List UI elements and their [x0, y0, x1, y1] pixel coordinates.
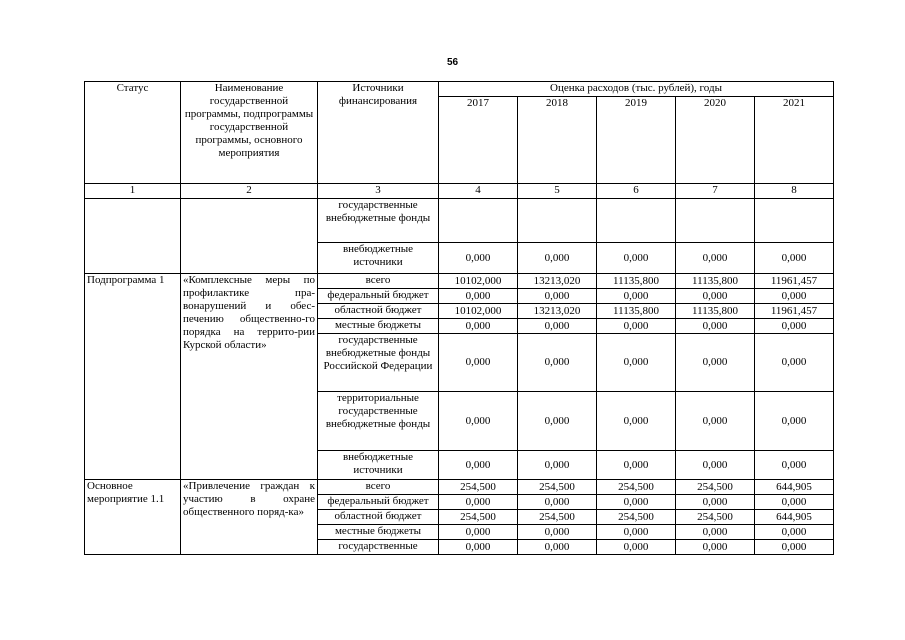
- value-cell: 0,000: [518, 319, 597, 334]
- source-cell: федеральный бюджет: [318, 289, 439, 304]
- column-number: 3: [318, 184, 439, 199]
- table-row: [85, 199, 834, 243]
- value-cell: 0,000: [439, 525, 518, 540]
- source-cell: внебюджетные источники: [318, 451, 439, 480]
- subprogram-status: Подпрограмма 1: [85, 274, 181, 480]
- header-year: 2021: [755, 97, 834, 184]
- column-number: 2: [181, 184, 318, 199]
- source-cell: федеральный бюджет: [318, 495, 439, 510]
- value-cell: 0,000: [518, 451, 597, 480]
- value-cell: 0,000: [755, 525, 834, 540]
- value-cell: 644,905: [755, 510, 834, 525]
- value-cell: 10102,000: [439, 304, 518, 319]
- source-cell: государственные внебюджетные фонды: [318, 199, 439, 243]
- value-cell: [597, 199, 676, 243]
- header-year: 2019: [597, 97, 676, 184]
- column-number: 1: [85, 184, 181, 199]
- table-row: [85, 274, 834, 289]
- value-cell: 0,000: [518, 334, 597, 392]
- value-cell: 0,000: [518, 525, 597, 540]
- value-cell: 0,000: [597, 451, 676, 480]
- value-cell: 0,000: [439, 243, 518, 274]
- value-cell: 11135,800: [597, 274, 676, 289]
- value-cell: 11961,457: [755, 274, 834, 289]
- value-cell: 0,000: [755, 392, 834, 451]
- value-cell: 13213,020: [518, 304, 597, 319]
- value-cell: [439, 199, 518, 243]
- value-cell: 254,500: [597, 510, 676, 525]
- value-cell: 0,000: [676, 495, 755, 510]
- value-cell: 0,000: [518, 392, 597, 451]
- value-cell: 0,000: [755, 334, 834, 392]
- value-cell: 0,000: [597, 392, 676, 451]
- value-cell: 0,000: [518, 289, 597, 304]
- value-cell: 0,000: [439, 540, 518, 555]
- status-cell-empty: [85, 199, 181, 274]
- value-cell: 254,500: [676, 510, 755, 525]
- column-number: 4: [439, 184, 518, 199]
- value-cell: 0,000: [755, 495, 834, 510]
- value-cell: 0,000: [597, 540, 676, 555]
- value-cell: 0,000: [597, 495, 676, 510]
- value-cell: 11961,457: [755, 304, 834, 319]
- value-cell: 0,000: [676, 392, 755, 451]
- expenditure-table: [84, 81, 834, 555]
- source-cell: территориальные государственные внебюджетные фонды: [318, 392, 439, 451]
- value-cell: 11135,800: [597, 304, 676, 319]
- value-cell: 254,500: [518, 480, 597, 495]
- value-cell: 254,500: [439, 510, 518, 525]
- table-row: [85, 480, 834, 495]
- value-cell: 0,000: [439, 319, 518, 334]
- column-number: 5: [518, 184, 597, 199]
- column-number: 6: [597, 184, 676, 199]
- header-year: 2020: [676, 97, 755, 184]
- value-cell: 0,000: [439, 392, 518, 451]
- value-cell: 0,000: [755, 451, 834, 480]
- value-cell: 11135,800: [676, 274, 755, 289]
- value-cell: [518, 199, 597, 243]
- value-cell: 0,000: [597, 319, 676, 334]
- value-cell: [755, 199, 834, 243]
- source-cell: местные бюджеты: [318, 319, 439, 334]
- value-cell: 0,000: [439, 451, 518, 480]
- value-cell: 0,000: [755, 243, 834, 274]
- value-cell: 0,000: [518, 540, 597, 555]
- source-cell: государственные: [318, 540, 439, 555]
- column-number: 8: [755, 184, 834, 199]
- header-year: 2017: [439, 97, 518, 184]
- value-cell: 0,000: [597, 525, 676, 540]
- value-cell: 254,500: [676, 480, 755, 495]
- column-number-row: [85, 184, 834, 199]
- value-cell: 0,000: [597, 243, 676, 274]
- value-cell: 644,905: [755, 480, 834, 495]
- header-estimate: Оценка расходов (тыс. рублей), годы: [439, 82, 834, 97]
- column-number: 7: [676, 184, 755, 199]
- value-cell: 0,000: [676, 334, 755, 392]
- value-cell: 0,000: [755, 319, 834, 334]
- value-cell: 13213,020: [518, 274, 597, 289]
- value-cell: 0,000: [518, 495, 597, 510]
- value-cell: 0,000: [676, 451, 755, 480]
- source-cell: всего: [318, 274, 439, 289]
- value-cell: 0,000: [755, 289, 834, 304]
- header-name: Наименование государственной программы, подпрограммы государственной программы, основного мероприятия: [181, 82, 318, 184]
- activity-status: Основное мероприятие 1.1: [85, 480, 181, 555]
- value-cell: 0,000: [518, 243, 597, 274]
- activity-name: «Привлечение граждан к участию в охране общественного поряд-ка»: [181, 480, 318, 555]
- source-cell: внебюджетные источники: [318, 243, 439, 274]
- header-year: 2018: [518, 97, 597, 184]
- value-cell: 0,000: [439, 334, 518, 392]
- source-cell: областной бюджет: [318, 304, 439, 319]
- value-cell: 0,000: [755, 540, 834, 555]
- value-cell: 0,000: [597, 289, 676, 304]
- value-cell: 0,000: [676, 540, 755, 555]
- value-cell: 10102,000: [439, 274, 518, 289]
- value-cell: 11135,800: [676, 304, 755, 319]
- header-sources: Источники финансирования: [318, 82, 439, 184]
- value-cell: 0,000: [676, 525, 755, 540]
- page-number: 56: [446, 57, 459, 68]
- subprogram-name: «Комплексные меры по профилактике пра-вонарушений и обес-печению общественно-го порядка на террито-рии Курской области»: [181, 274, 318, 480]
- value-cell: 0,000: [676, 319, 755, 334]
- header-status: Статус: [85, 82, 181, 184]
- value-cell: 0,000: [597, 334, 676, 392]
- source-cell: областной бюджет: [318, 510, 439, 525]
- value-cell: [676, 199, 755, 243]
- value-cell: 0,000: [676, 289, 755, 304]
- source-cell: всего: [318, 480, 439, 495]
- value-cell: 254,500: [439, 480, 518, 495]
- value-cell: 0,000: [676, 243, 755, 274]
- source-cell: государственные внебюджетные фонды Российской Федерации: [318, 334, 439, 392]
- value-cell: 0,000: [439, 495, 518, 510]
- value-cell: 254,500: [518, 510, 597, 525]
- source-cell: местные бюджеты: [318, 525, 439, 540]
- name-cell-empty: [181, 199, 318, 274]
- value-cell: 254,500: [597, 480, 676, 495]
- value-cell: 0,000: [439, 289, 518, 304]
